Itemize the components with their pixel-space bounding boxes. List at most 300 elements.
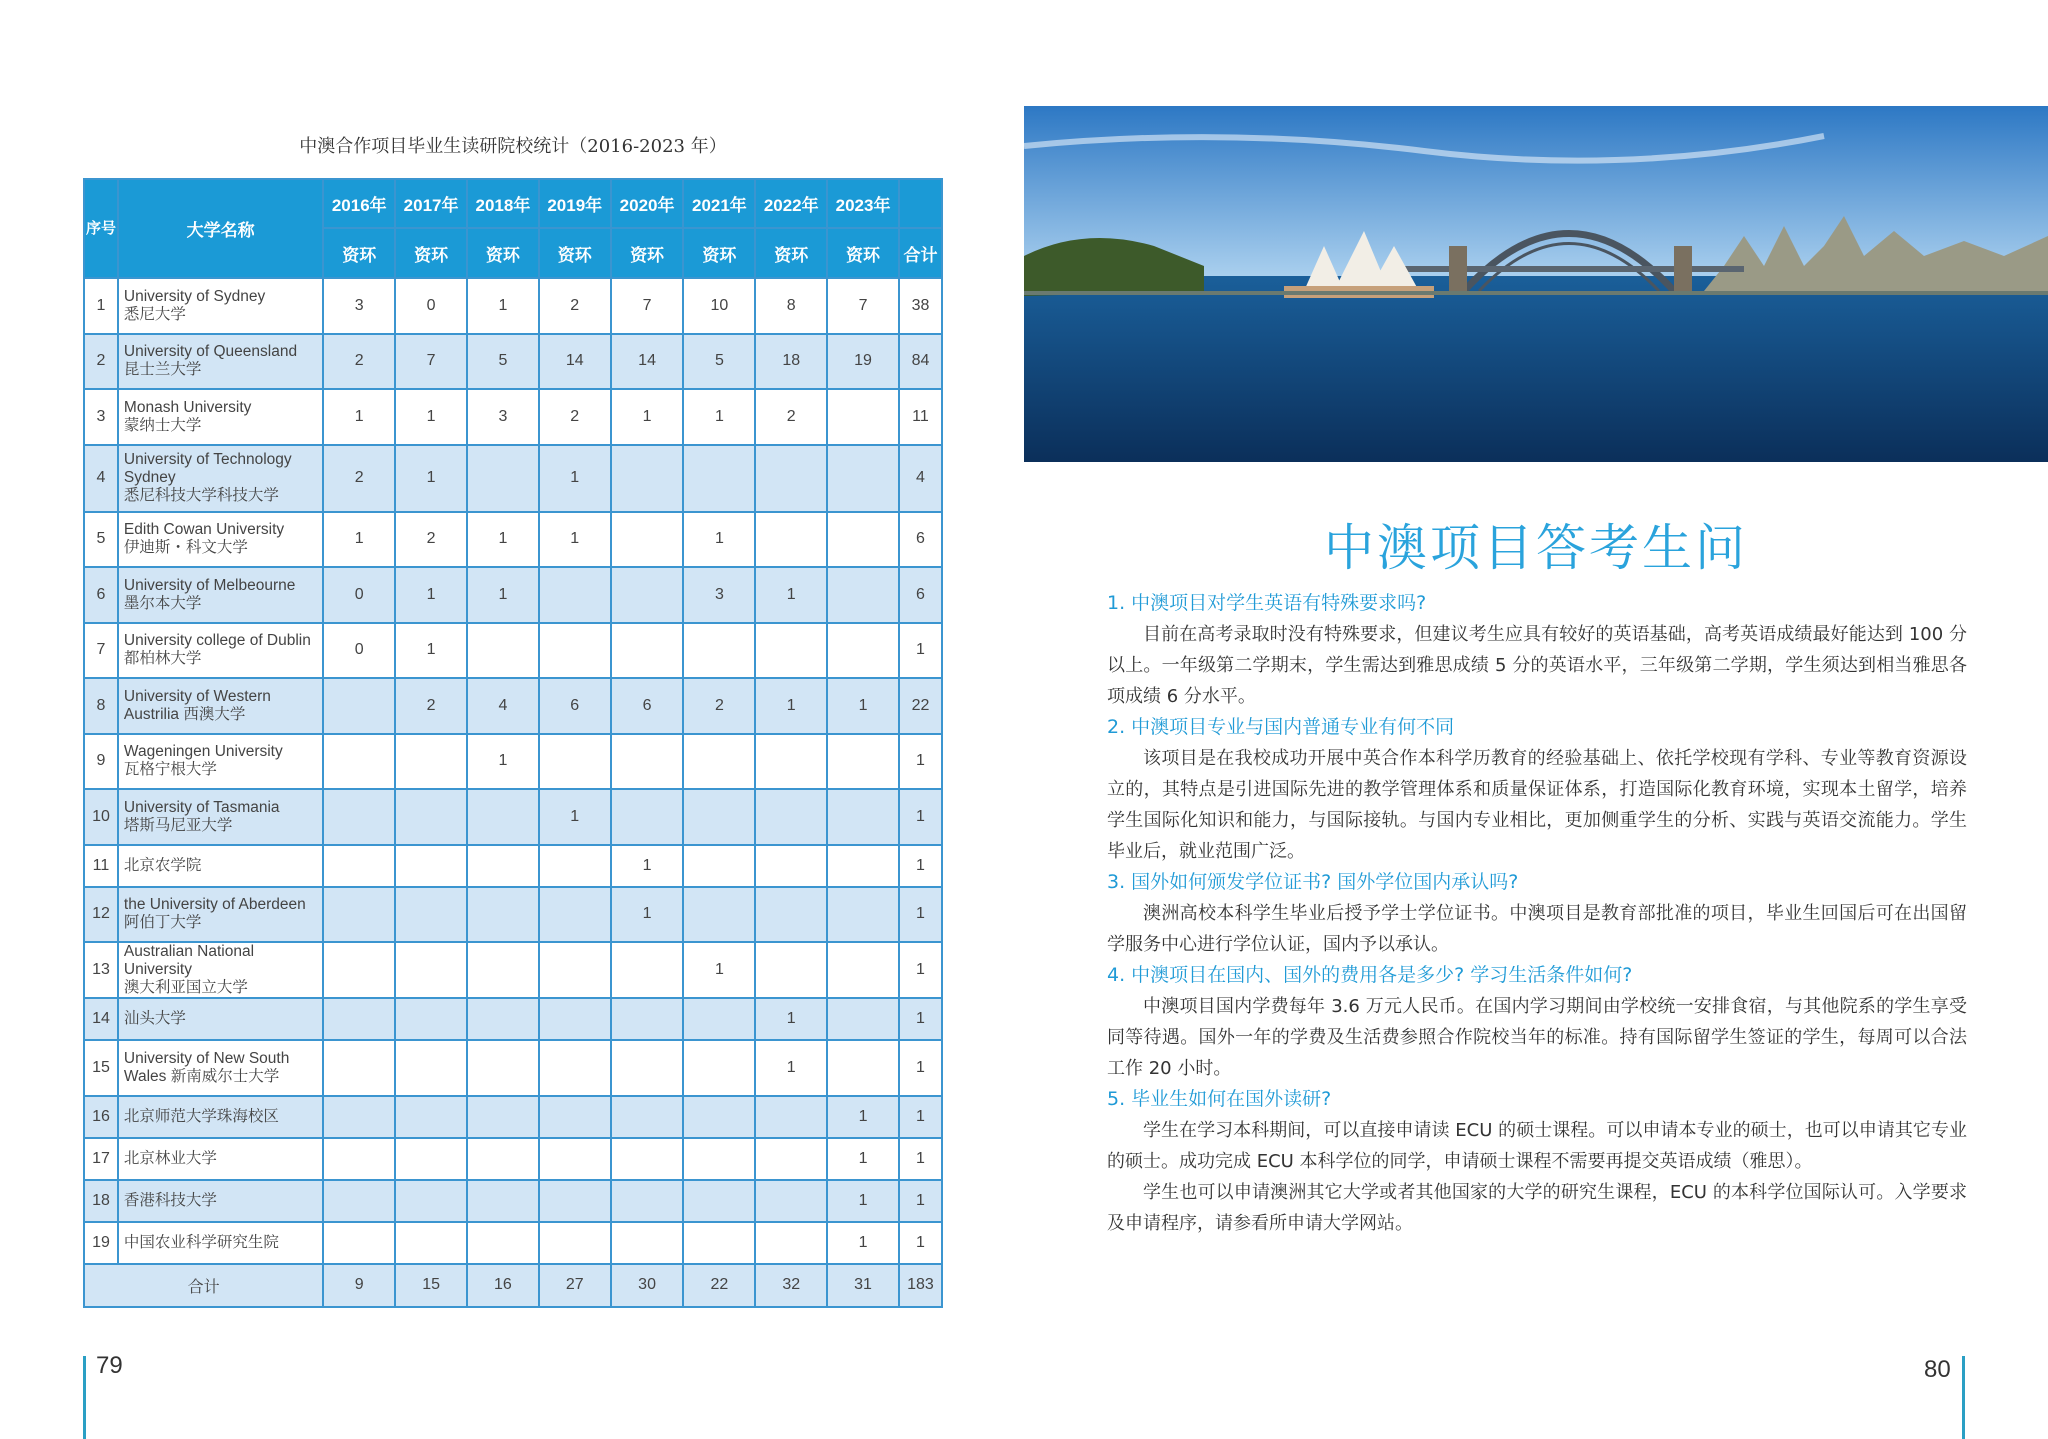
year-count [755,1096,827,1138]
university-name-en: University of Queensland [123,343,298,361]
row-index: 1 [84,278,118,334]
year-total: 15 [395,1264,467,1307]
year-count: 10 [683,278,755,334]
year-total: 9 [323,1264,395,1307]
header-year: 2020年 [611,179,684,228]
year-count: 1 [467,278,539,334]
year-count: 1 [755,1040,827,1096]
header-major: 资环 [611,228,684,278]
year-count [683,1040,755,1096]
row-total: 84 [899,334,942,390]
year-count [755,942,827,998]
university-name-en: the University of Aberdeen [123,896,306,914]
row-index: 8 [84,678,118,734]
year-count [395,734,467,790]
row-index: 6 [84,567,118,623]
year-count [611,1096,684,1138]
header-name: 大学名称 [118,179,323,278]
row-total: 1 [899,887,942,943]
header-blank [899,179,942,228]
table-row [84,445,942,512]
year-count [755,789,827,845]
year-count [467,887,539,943]
year-count: 1 [323,512,395,568]
year-count: 3 [323,278,395,334]
year-count: 1 [539,445,611,512]
year-total: 31 [827,1264,899,1307]
year-count [395,887,467,943]
year-count [467,1096,539,1138]
header-major: 资环 [755,228,827,278]
year-count [467,845,539,887]
row-index: 9 [84,734,118,790]
year-count [755,845,827,887]
year-count [755,512,827,568]
year-count [539,1222,611,1264]
question: 1. 中澳项目对学生英语有特殊要求吗? [1107,592,1427,614]
row-index: 3 [84,389,118,445]
page-number-right: 80 [1924,1356,1951,1383]
year-count [395,789,467,845]
year-count: 2 [395,678,467,734]
graduate-study-table [83,178,943,1308]
year-count: 5 [683,334,755,390]
row-total: 1 [899,789,942,845]
year-count [755,1138,827,1180]
year-count [323,998,395,1040]
university-name-en: Wageningen University [123,743,283,761]
university-name-cn: 伊迪斯・科文大学 [123,539,248,557]
year-count [395,845,467,887]
table-row [84,1180,942,1222]
row-index: 19 [84,1222,118,1264]
row-total: 22 [899,678,942,734]
year-count: 1 [827,1096,899,1138]
header-year: 2019年 [539,179,611,228]
year-count [827,445,899,512]
header-year: 2023年 [827,179,899,228]
year-count [683,998,755,1040]
row-total: 6 [899,512,942,568]
year-count [395,1138,467,1180]
row-index: 17 [84,1138,118,1180]
year-count: 2 [539,389,611,445]
university-name [118,623,323,679]
year-count [467,1040,539,1096]
year-count: 19 [827,334,899,390]
row-total: 1 [899,1096,942,1138]
year-count [827,789,899,845]
row-index: 4 [84,445,118,512]
university-name [118,845,323,887]
year-count: 3 [683,567,755,623]
university-name-cn: 西澳大学 [183,705,246,723]
header-major: 资环 [539,228,611,278]
year-count: 2 [395,512,467,568]
university-name [118,445,323,512]
table-row [84,887,942,943]
year-count [539,734,611,790]
university-name-cn: 中国农业科学研究生院 [123,1233,279,1251]
table-row [84,789,942,845]
year-count [467,1138,539,1180]
header-total: 合计 [899,228,942,278]
year-count: 1 [683,512,755,568]
table-title: 中澳合作项目毕业生读研院校统计（2016-2023 年） [299,136,727,157]
header-major: 资环 [467,228,539,278]
grand-total: 183 [899,1264,942,1307]
university-name [118,389,323,445]
university-name [118,1222,323,1264]
year-count [539,887,611,943]
header-year: 2022年 [755,179,827,228]
table-row [84,734,942,790]
year-count [827,734,899,790]
table-row [84,512,942,568]
page-number-left: 79 [96,1352,123,1379]
header-index: 序号 [84,179,118,278]
year-count [755,1222,827,1264]
year-total: 16 [467,1264,539,1307]
year-count: 1 [611,845,684,887]
header-year: 2018年 [467,179,539,228]
university-name-cn: 北京农学院 [123,856,202,874]
header-year: 2017年 [395,179,467,228]
table-row [84,845,942,887]
year-count [395,1096,467,1138]
answer-paragraph: 澳洲高校本科学生毕业后授予学士学位证书。中澳项目是教育部批准的项目，毕业生回国后可在出国留学服务中心进行学位认证，国内予以承认。 [1107,903,1967,955]
year-count [827,512,899,568]
university-name [118,887,323,943]
year-count [683,1138,755,1180]
year-count [323,1138,395,1180]
year-count: 0 [323,623,395,679]
table-row [84,389,942,445]
table-row [84,1040,942,1096]
year-count [323,887,395,943]
year-count: 18 [755,334,827,390]
university-name-cn: 汕头大学 [123,1010,186,1027]
row-index: 12 [84,887,118,943]
university-name [118,1040,323,1096]
sydney-harbour-photo [1024,106,2048,462]
answer-paragraph: 中澳项目国内学费每年 3.6 万元人民币。在国内学习期间由学校统一安排食宿，与其他院系的学生享受同等待遇。国外一年的学费及生活费参照合作院校当年的标准。持有国际留学生签证的学生，每周可以合法工作 20 小时。 [1107,996,1967,1079]
year-count: 1 [755,678,827,734]
university-name-en: University of Melbeourne [123,576,296,594]
year-count: 1 [395,567,467,623]
totals-row [84,1264,942,1307]
year-total: 30 [611,1264,684,1307]
year-count: 1 [683,942,755,998]
page-margin-line-left [83,1356,86,1439]
table-row [84,1138,942,1180]
table-row [84,942,942,998]
question: 3. 国外如何颁发学位证书? 国外学位国内承认吗? [1107,871,1519,893]
question: 5. 毕业生如何在国外读研? [1107,1088,1332,1110]
year-count: 14 [539,334,611,390]
row-total: 1 [899,942,942,998]
row-index: 15 [84,1040,118,1096]
year-count [755,445,827,512]
row-total: 11 [899,389,942,445]
year-count [323,1040,395,1096]
year-count [755,734,827,790]
year-count: 1 [395,623,467,679]
page-margin-line-right [1962,1356,1965,1439]
year-count [539,942,611,998]
row-total: 4 [899,445,942,512]
year-count [395,1040,467,1096]
year-count [611,1040,684,1096]
row-total: 1 [899,1040,942,1096]
row-index: 10 [84,789,118,845]
table-row [84,1096,942,1138]
row-index: 16 [84,1096,118,1138]
university-name-en: University of Tasmania [123,798,280,816]
year-count [539,623,611,679]
year-count: 14 [611,334,684,390]
year-count: 1 [827,1180,899,1222]
year-count: 8 [755,278,827,334]
year-count [467,942,539,998]
year-count [395,998,467,1040]
year-count [467,998,539,1040]
university-name-en: Monash University [123,398,252,416]
qa-heading: 中澳项目答考生问 [1324,519,1748,577]
university-name-en: Edith Cowan University [123,521,285,539]
year-count: 1 [683,389,755,445]
university-name-cn: 北京林业大学 [123,1149,217,1167]
university-name-en: University college of Dublin [123,632,311,650]
year-count: 1 [395,445,467,512]
year-count: 1 [467,512,539,568]
year-count [395,1180,467,1222]
year-count: 0 [395,278,467,334]
university-name [118,334,323,390]
year-total: 27 [539,1264,611,1307]
year-count: 6 [539,678,611,734]
year-count [611,789,684,845]
university-name [118,512,323,568]
university-name [118,998,323,1040]
year-count: 1 [827,1138,899,1180]
year-count [467,1222,539,1264]
header-major: 资环 [827,228,899,278]
university-name-cn: 阿伯丁大学 [123,914,202,932]
university-name [118,567,323,623]
table-row [84,278,942,334]
year-count [611,1180,684,1222]
year-count [611,512,684,568]
table-row [84,567,942,623]
year-count: 2 [539,278,611,334]
year-count: 3 [467,389,539,445]
row-index: 7 [84,623,118,679]
year-count [683,623,755,679]
university-name-cn: 塔斯马尼亚大学 [123,816,233,834]
year-count [683,845,755,887]
year-count [827,942,899,998]
year-count [827,623,899,679]
year-count [323,845,395,887]
year-count [683,445,755,512]
year-count: 2 [755,389,827,445]
row-total: 6 [899,567,942,623]
totals-label: 合计 [84,1264,323,1307]
university-name-cn: 新南威尔士大学 [170,1067,280,1085]
year-count [611,1138,684,1180]
year-count [611,445,684,512]
year-count: 1 [611,887,684,943]
year-count [395,942,467,998]
year-count [323,789,395,845]
year-count: 1 [395,389,467,445]
table-row [84,623,942,679]
year-count [827,887,899,943]
year-count [395,1222,467,1264]
year-count [827,1040,899,1096]
year-count [539,1138,611,1180]
university-name-cn: 悉尼科技大学科技大学 [123,487,279,504]
year-count: 1 [755,567,827,623]
university-name [118,678,323,734]
year-count: 1 [827,1222,899,1264]
year-count: 6 [611,678,684,734]
year-count [467,789,539,845]
row-total: 1 [899,1222,942,1264]
year-count: 7 [611,278,684,334]
year-count [683,1222,755,1264]
answer-paragraph: 学生在学习本科期间，可以直接申请读 ECU 的硕士课程。可以申请本专业的硕士，也可以申请其它专业的硕士。成功完成 ECU 本科学位的同学，申请硕士课程不需要再提交英语成绩（雅思）。 [1107,1120,1967,1172]
year-count [683,734,755,790]
university-name-cn: 昆士兰大学 [123,361,202,379]
row-total: 1 [899,845,942,887]
year-count: 1 [539,789,611,845]
year-count [683,887,755,943]
answer-paragraph: 目前在高考录取时没有特殊要求，但建议考生应具有较好的英语基础，高考英语成绩最好能达到 100 分以上。一年级第二学期末，学生需达到雅思成绩 5 分的英语水平，三年级第二学期，学生须达到相当雅思各项成绩 6 分水平。 [1107,624,1967,707]
year-count: 2 [323,445,395,512]
year-count [755,887,827,943]
row-index: 14 [84,998,118,1040]
university-name [118,278,323,334]
year-count [827,845,899,887]
university-name-cn: 香港科技大学 [123,1191,217,1209]
year-count: 1 [467,734,539,790]
year-count [827,998,899,1040]
university-name-cn: 墨尔本大学 [123,594,202,612]
row-total: 1 [899,1138,942,1180]
year-count [323,678,395,734]
year-count: 4 [467,678,539,734]
year-total: 32 [755,1264,827,1307]
year-count [611,998,684,1040]
university-name-cn: 蒙纳士大学 [123,416,202,434]
row-total: 1 [899,734,942,790]
university-name [118,1096,323,1138]
year-count [323,1180,395,1222]
university-name-cn: 北京师范大学珠海校区 [123,1107,279,1125]
row-total: 1 [899,998,942,1040]
table-row [84,678,942,734]
university-name-en: University of Sydney [123,287,266,305]
year-count [683,1180,755,1222]
row-index: 13 [84,942,118,998]
row-index: 18 [84,1180,118,1222]
year-count: 1 [467,567,539,623]
year-count [539,567,611,623]
year-count [539,1096,611,1138]
answer-paragraph: 该项目是在我校成功开展中英合作本科学历教育的经验基础上、依托学校现有学科、专业等教育资源设立的，其特点是引进国际先进的教学管理体系和质量保证体系，打造国际化教育环境，实现本土留学，培养学生国际化知识和能力，与国际接轨。与国内专业相比，更加侧重学生的分析、实践与英语交流能力。学生毕业后，就业范围广泛。 [1107,748,1967,862]
row-index: 11 [84,845,118,887]
university-name [118,734,323,790]
year-count: 1 [323,389,395,445]
table-row [84,998,942,1040]
year-count [827,567,899,623]
university-name [118,1180,323,1222]
university-name [118,789,323,845]
year-count: 2 [323,334,395,390]
year-count [755,1180,827,1222]
university-name-en: University of New South Wales [123,1049,290,1085]
year-total: 22 [683,1264,755,1307]
university-name-cn: 都柏林大学 [123,650,202,668]
year-count [467,1180,539,1222]
year-count [323,1222,395,1264]
year-count: 1 [755,998,827,1040]
header-major: 资环 [323,228,395,278]
year-count [755,623,827,679]
year-count [539,998,611,1040]
qa-section [1107,588,1967,1239]
header-major: 资环 [683,228,755,278]
year-count: 1 [827,678,899,734]
year-count [323,734,395,790]
header-major: 资环 [395,228,467,278]
year-count: 1 [611,389,684,445]
year-count [827,389,899,445]
header-year: 2021年 [683,179,755,228]
year-count: 0 [323,567,395,623]
row-index: 2 [84,334,118,390]
year-count [539,845,611,887]
year-count: 2 [683,678,755,734]
table-row [84,334,942,390]
header-year: 2016年 [323,179,395,228]
year-count [323,942,395,998]
year-count [467,445,539,512]
year-count: 7 [827,278,899,334]
university-name-en: Australian National University [123,943,255,978]
row-total: 1 [899,1180,942,1222]
year-count: 7 [395,334,467,390]
year-count [539,1180,611,1222]
year-count: 5 [467,334,539,390]
year-count [611,734,684,790]
year-count [467,623,539,679]
year-count: 1 [539,512,611,568]
university-name-en: University of Technology Sydney [123,451,292,486]
row-total: 38 [899,278,942,334]
university-name [118,942,323,998]
university-name-cn: 澳大利亚国立大学 [123,979,248,996]
university-name-en: University of Western Austrilia [123,687,271,723]
year-count [323,1096,395,1138]
year-count [611,1222,684,1264]
year-count [539,1040,611,1096]
university-name-cn: 瓦格宁根大学 [123,761,217,779]
year-count [611,567,684,623]
row-total: 1 [899,623,942,679]
